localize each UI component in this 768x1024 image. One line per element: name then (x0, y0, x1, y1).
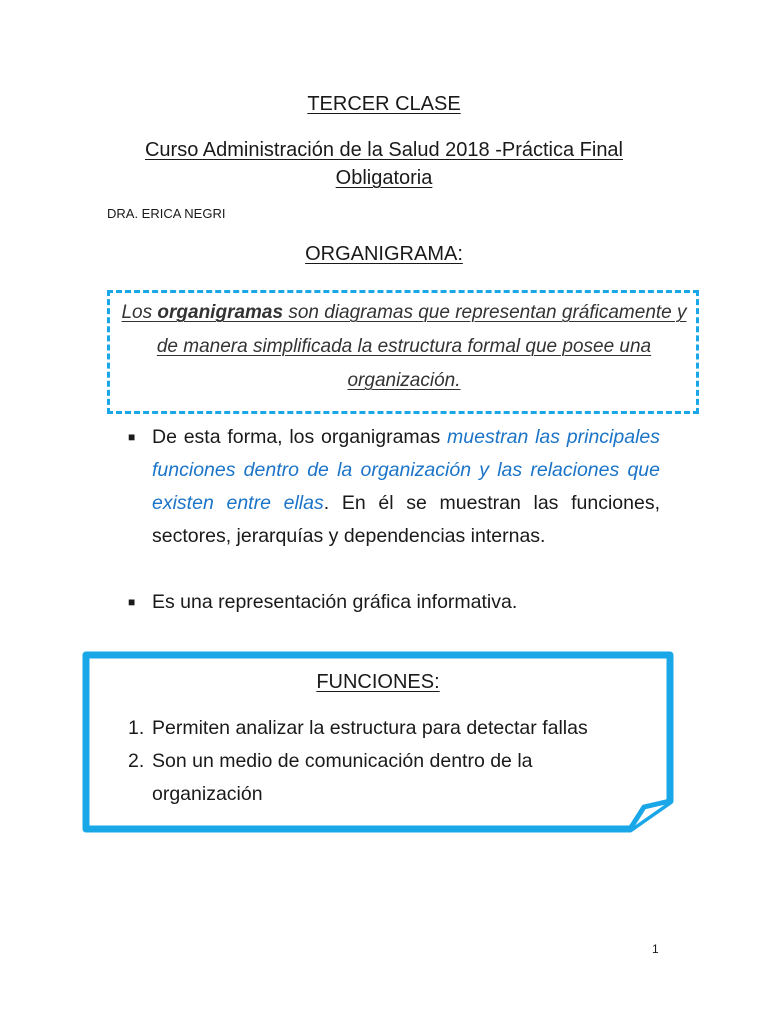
functions-list (128, 712, 648, 811)
bullet-text-start: De esta forma, los organigramas (152, 426, 448, 448)
functions-box (82, 651, 674, 833)
bullet-item (128, 421, 660, 553)
bullet-highlight: muestran las principales funciones dentro de la organización y las relaciones que existen entre ellas (152, 426, 661, 514)
course-title (0, 136, 768, 192)
definition-rest: son diagramas que representan gráficamente y de manera simplificada la estructura formal que posee una organización. (156, 302, 687, 391)
document-title: TERCER CLASE (307, 93, 461, 115)
course-line-1: Curso Administración de la Salud 2018 -Práctica Final (144, 139, 624, 161)
square-bullet-icon: ■ (128, 595, 136, 609)
definition-prefix: Los (121, 302, 158, 323)
definition-bold: organigramas (157, 302, 284, 323)
definition-text (110, 296, 698, 398)
function-item-2: Son un medio de comunicación dentro de la organización (152, 750, 533, 805)
bullet-item (128, 586, 660, 619)
course-line-2: Obligatoria (335, 167, 433, 189)
bullet-text: Es una representación gráfica informativa. (152, 591, 518, 613)
functions-heading: FUNCIONES: (316, 671, 440, 693)
function-item-1: Permiten analizar la estructura para detectar fallas (152, 717, 588, 739)
author: DRA. ERICA NEGRI (107, 206, 226, 221)
page-number: 1 (652, 942, 659, 956)
square-bullet-icon: ■ (128, 430, 136, 444)
section-heading: ORGANIGRAMA: (305, 243, 463, 265)
list-item: 2. Son un medio de comunicación dentro de la organización (128, 745, 648, 811)
bullet-text-end: . En él se muestran las funciones, sectores, jerarquías y dependencias internas. (152, 492, 660, 547)
list-item: 1. Permiten analizar la estructura para detectar fallas (128, 712, 648, 745)
